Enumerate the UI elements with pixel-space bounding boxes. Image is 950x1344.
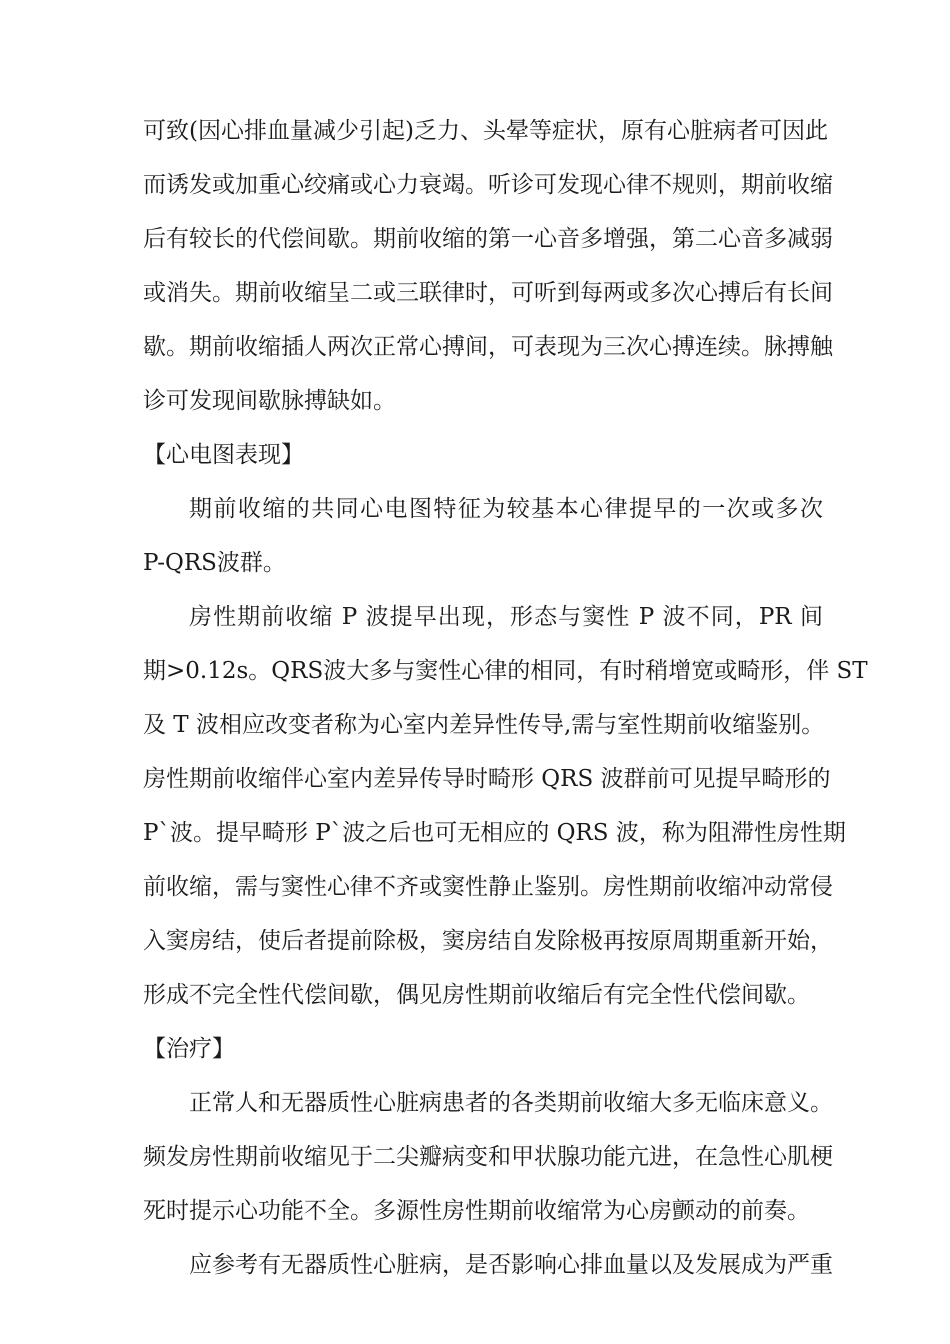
text-line: 死时提示心功能不全。多源性房性期前收缩常为心房颤动的前奏。 — [143, 1198, 810, 1224]
text-line: 诊可发现间歇脉搏缺如。 — [143, 388, 396, 414]
section-heading-treatment: 【治疗】 — [143, 1036, 235, 1062]
text-line: 房性期前收缩伴心室内差异传导时畸形 QRS 波群前可见提早畸形的 — [143, 766, 831, 792]
text-line: 应参考有无器质性心脏病，是否影响心排血量以及发展成为严重 — [189, 1252, 833, 1278]
text-line: 前收缩，需与窦性心律不齐或窦性静止鉴别。房性期前收缩冲动常侵 — [143, 874, 833, 900]
text-line: P-QRS波群。 — [143, 550, 286, 576]
text-line: 后有较长的代偿间歇。期前收缩的第一心音多增强，第二心音多减弱 — [143, 226, 833, 252]
text-line: 及 T 波相应改变者称为心室内差异性传导,需与室性期前收缩鉴别。 — [143, 712, 825, 738]
text-line: 入窦房结，使后者提前除极，窦房结自发除极再按原周期重新开始， — [143, 928, 833, 954]
text-line: 而诱发或加重心绞痛或心力衰竭。听诊可发现心律不规则，期前收缩 — [143, 172, 833, 198]
text-line: P`波。提早畸形 P`波之后也可无相应的 QRS 波，称为阻滞性房性期 — [143, 820, 846, 846]
text-line: 或消失。期前收缩呈二或三联律时，可听到每两或多次心搏后有长间 — [143, 280, 833, 306]
text-line: 正常人和无器质性心脏病患者的各类期前收缩大多无临床意义。 — [189, 1090, 833, 1116]
text-line: 形成不完全性代偿间歇，偶见房性期前收缩后有完全性代偿间歇。 — [143, 982, 810, 1008]
text-line: 歇。期前收缩插人两次正常心搏间，可表现为三次心搏连续。脉搏触 — [143, 334, 833, 360]
text-line: 房性期前收缩 P 波提早出现，形态与窦性 P 波不同，PR 间 — [189, 604, 823, 630]
text-line: 期前收缩的共同心电图特征为较基本心律提早的一次或多次 — [189, 496, 823, 522]
section-heading-ecg: 【心电图表现】 — [143, 442, 304, 468]
text-line: 期>0.12s。QRS波大多与窦性心律的相同，有时稍增宽或畸形，伴 ST — [143, 658, 868, 684]
text-line: 可致(因心排血量减少引起)乏力、头晕等症状，原有心脏病者可因此 — [143, 118, 828, 144]
text-line: 频发房性期前收缩见于二尖瓣病变和甲状腺功能亢进，在急性心肌梗 — [143, 1144, 833, 1170]
